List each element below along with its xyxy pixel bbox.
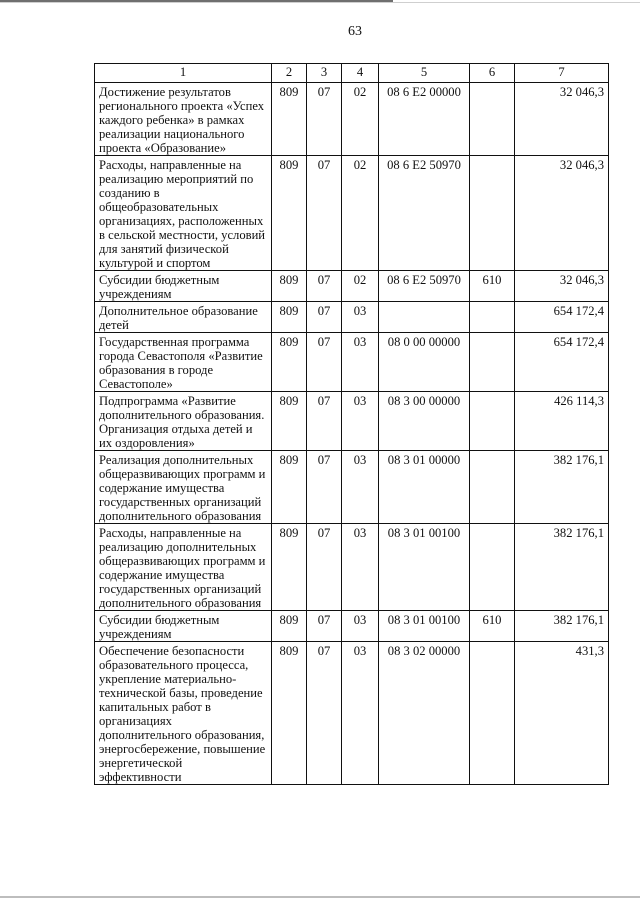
header-col-3: 3 — [307, 64, 342, 83]
row-csr-code: 08 3 01 00100 — [379, 611, 470, 642]
page-number: 63 — [348, 24, 362, 39]
row-name: Расходы, направленные на реализацию дополнительных общеразвивающих программ и содержание имущества государственных организаций дополнительного образования — [95, 524, 272, 611]
row-pr-code: 03 — [342, 451, 379, 524]
table-row — [95, 333, 609, 392]
row-name: Субсидии бюджетным учреждениям — [95, 271, 272, 302]
row-name: Обеспечение безопасности образовательного процесса, укрепление материально-технической базы, проведение капитальных работ в организациях дополнительного образования, энергосбережение, повышение энергетической эффективности — [95, 642, 272, 785]
table-row — [95, 83, 609, 156]
row-name: Расходы, направленные на реализацию мероприятий по созданию в общеобразовательных организациях, расположенных в сельской местности, условий для занятий физической культурой и спортом — [95, 156, 272, 271]
budget-table — [94, 63, 609, 785]
row-sum: 654 172,4 — [515, 333, 609, 392]
row-gr-code: 809 — [272, 156, 307, 271]
row-sum: 426 114,3 — [515, 392, 609, 451]
row-vr-code — [470, 333, 515, 392]
row-rz-code: 07 — [307, 524, 342, 611]
row-csr-code: 08 0 00 00000 — [379, 333, 470, 392]
row-rz-code: 07 — [307, 642, 342, 785]
row-pr-code: 03 — [342, 642, 379, 785]
row-gr-code: 809 — [272, 302, 307, 333]
row-name: Дополнительное образование детей — [95, 302, 272, 333]
row-name: Субсидии бюджетным учреждениям — [95, 611, 272, 642]
row-vr-code: 610 — [470, 271, 515, 302]
row-vr-code — [470, 156, 515, 271]
header-col-1: 1 — [95, 64, 272, 83]
row-rz-code: 07 — [307, 302, 342, 333]
row-csr-code: 08 3 01 00000 — [379, 451, 470, 524]
row-rz-code: 07 — [307, 156, 342, 271]
table-row — [95, 156, 609, 271]
header-col-2: 2 — [272, 64, 307, 83]
row-csr-code — [379, 302, 470, 333]
header-col-7: 7 — [515, 64, 609, 83]
table-header-row — [95, 64, 609, 83]
row-vr-code — [470, 451, 515, 524]
row-vr-code — [470, 642, 515, 785]
row-rz-code: 07 — [307, 451, 342, 524]
row-rz-code: 07 — [307, 333, 342, 392]
row-gr-code: 809 — [272, 333, 307, 392]
row-sum: 431,3 — [515, 642, 609, 785]
row-vr-code: 610 — [470, 611, 515, 642]
row-pr-code: 03 — [342, 611, 379, 642]
row-vr-code — [470, 524, 515, 611]
table-row — [95, 302, 609, 333]
row-sum: 382 176,1 — [515, 451, 609, 524]
row-gr-code: 809 — [272, 83, 307, 156]
row-pr-code: 02 — [342, 83, 379, 156]
row-pr-code: 03 — [342, 302, 379, 333]
row-csr-code: 08 6 E2 50970 — [379, 271, 470, 302]
row-sum: 382 176,1 — [515, 524, 609, 611]
scan-edge-bottom — [0, 896, 640, 898]
row-vr-code — [470, 392, 515, 451]
row-csr-code: 08 3 01 00100 — [379, 524, 470, 611]
row-pr-code: 03 — [342, 333, 379, 392]
row-sum: 32 046,3 — [515, 271, 609, 302]
header-col-4: 4 — [342, 64, 379, 83]
scan-edge-top-light — [0, 2, 640, 3]
row-sum: 654 172,4 — [515, 302, 609, 333]
row-rz-code: 07 — [307, 392, 342, 451]
row-rz-code: 07 — [307, 83, 342, 156]
table-row — [95, 271, 609, 302]
row-rz-code: 07 — [307, 611, 342, 642]
table-row — [95, 611, 609, 642]
row-name: Подпрограмма «Развитие дополнительного образования. Организация отдыха детей и их оздоровления» — [95, 392, 272, 451]
row-gr-code: 809 — [272, 392, 307, 451]
row-name: Достижение результатов регионального проекта «Успех каждого ребенка» в рамках реализации национального проекта «Образование» — [95, 83, 272, 156]
row-gr-code: 809 — [272, 611, 307, 642]
header-col-5: 5 — [379, 64, 470, 83]
row-csr-code: 08 3 00 00000 — [379, 392, 470, 451]
row-vr-code — [470, 302, 515, 333]
header-col-6: 6 — [470, 64, 515, 83]
row-sum: 382 176,1 — [515, 611, 609, 642]
row-name: Реализация дополнительных общеразвивающих программ и содержание имущества государственных организаций дополнительного образования — [95, 451, 272, 524]
table-row — [95, 642, 609, 785]
row-rz-code: 07 — [307, 271, 342, 302]
row-csr-code: 08 6 E2 50970 — [379, 156, 470, 271]
row-csr-code: 08 6 E2 00000 — [379, 83, 470, 156]
row-gr-code: 809 — [272, 271, 307, 302]
row-csr-code: 08 3 02 00000 — [379, 642, 470, 785]
table-row — [95, 524, 609, 611]
row-vr-code — [470, 83, 515, 156]
row-pr-code: 03 — [342, 392, 379, 451]
row-gr-code: 809 — [272, 451, 307, 524]
row-pr-code: 03 — [342, 524, 379, 611]
row-sum: 32 046,3 — [515, 83, 609, 156]
table-row — [95, 392, 609, 451]
row-pr-code: 02 — [342, 271, 379, 302]
table-row — [95, 451, 609, 524]
row-pr-code: 02 — [342, 156, 379, 271]
row-name: Государственная программа города Севастополя «Развитие образования в городе Севастополе» — [95, 333, 272, 392]
row-sum: 32 046,3 — [515, 156, 609, 271]
row-gr-code: 809 — [272, 642, 307, 785]
row-gr-code: 809 — [272, 524, 307, 611]
